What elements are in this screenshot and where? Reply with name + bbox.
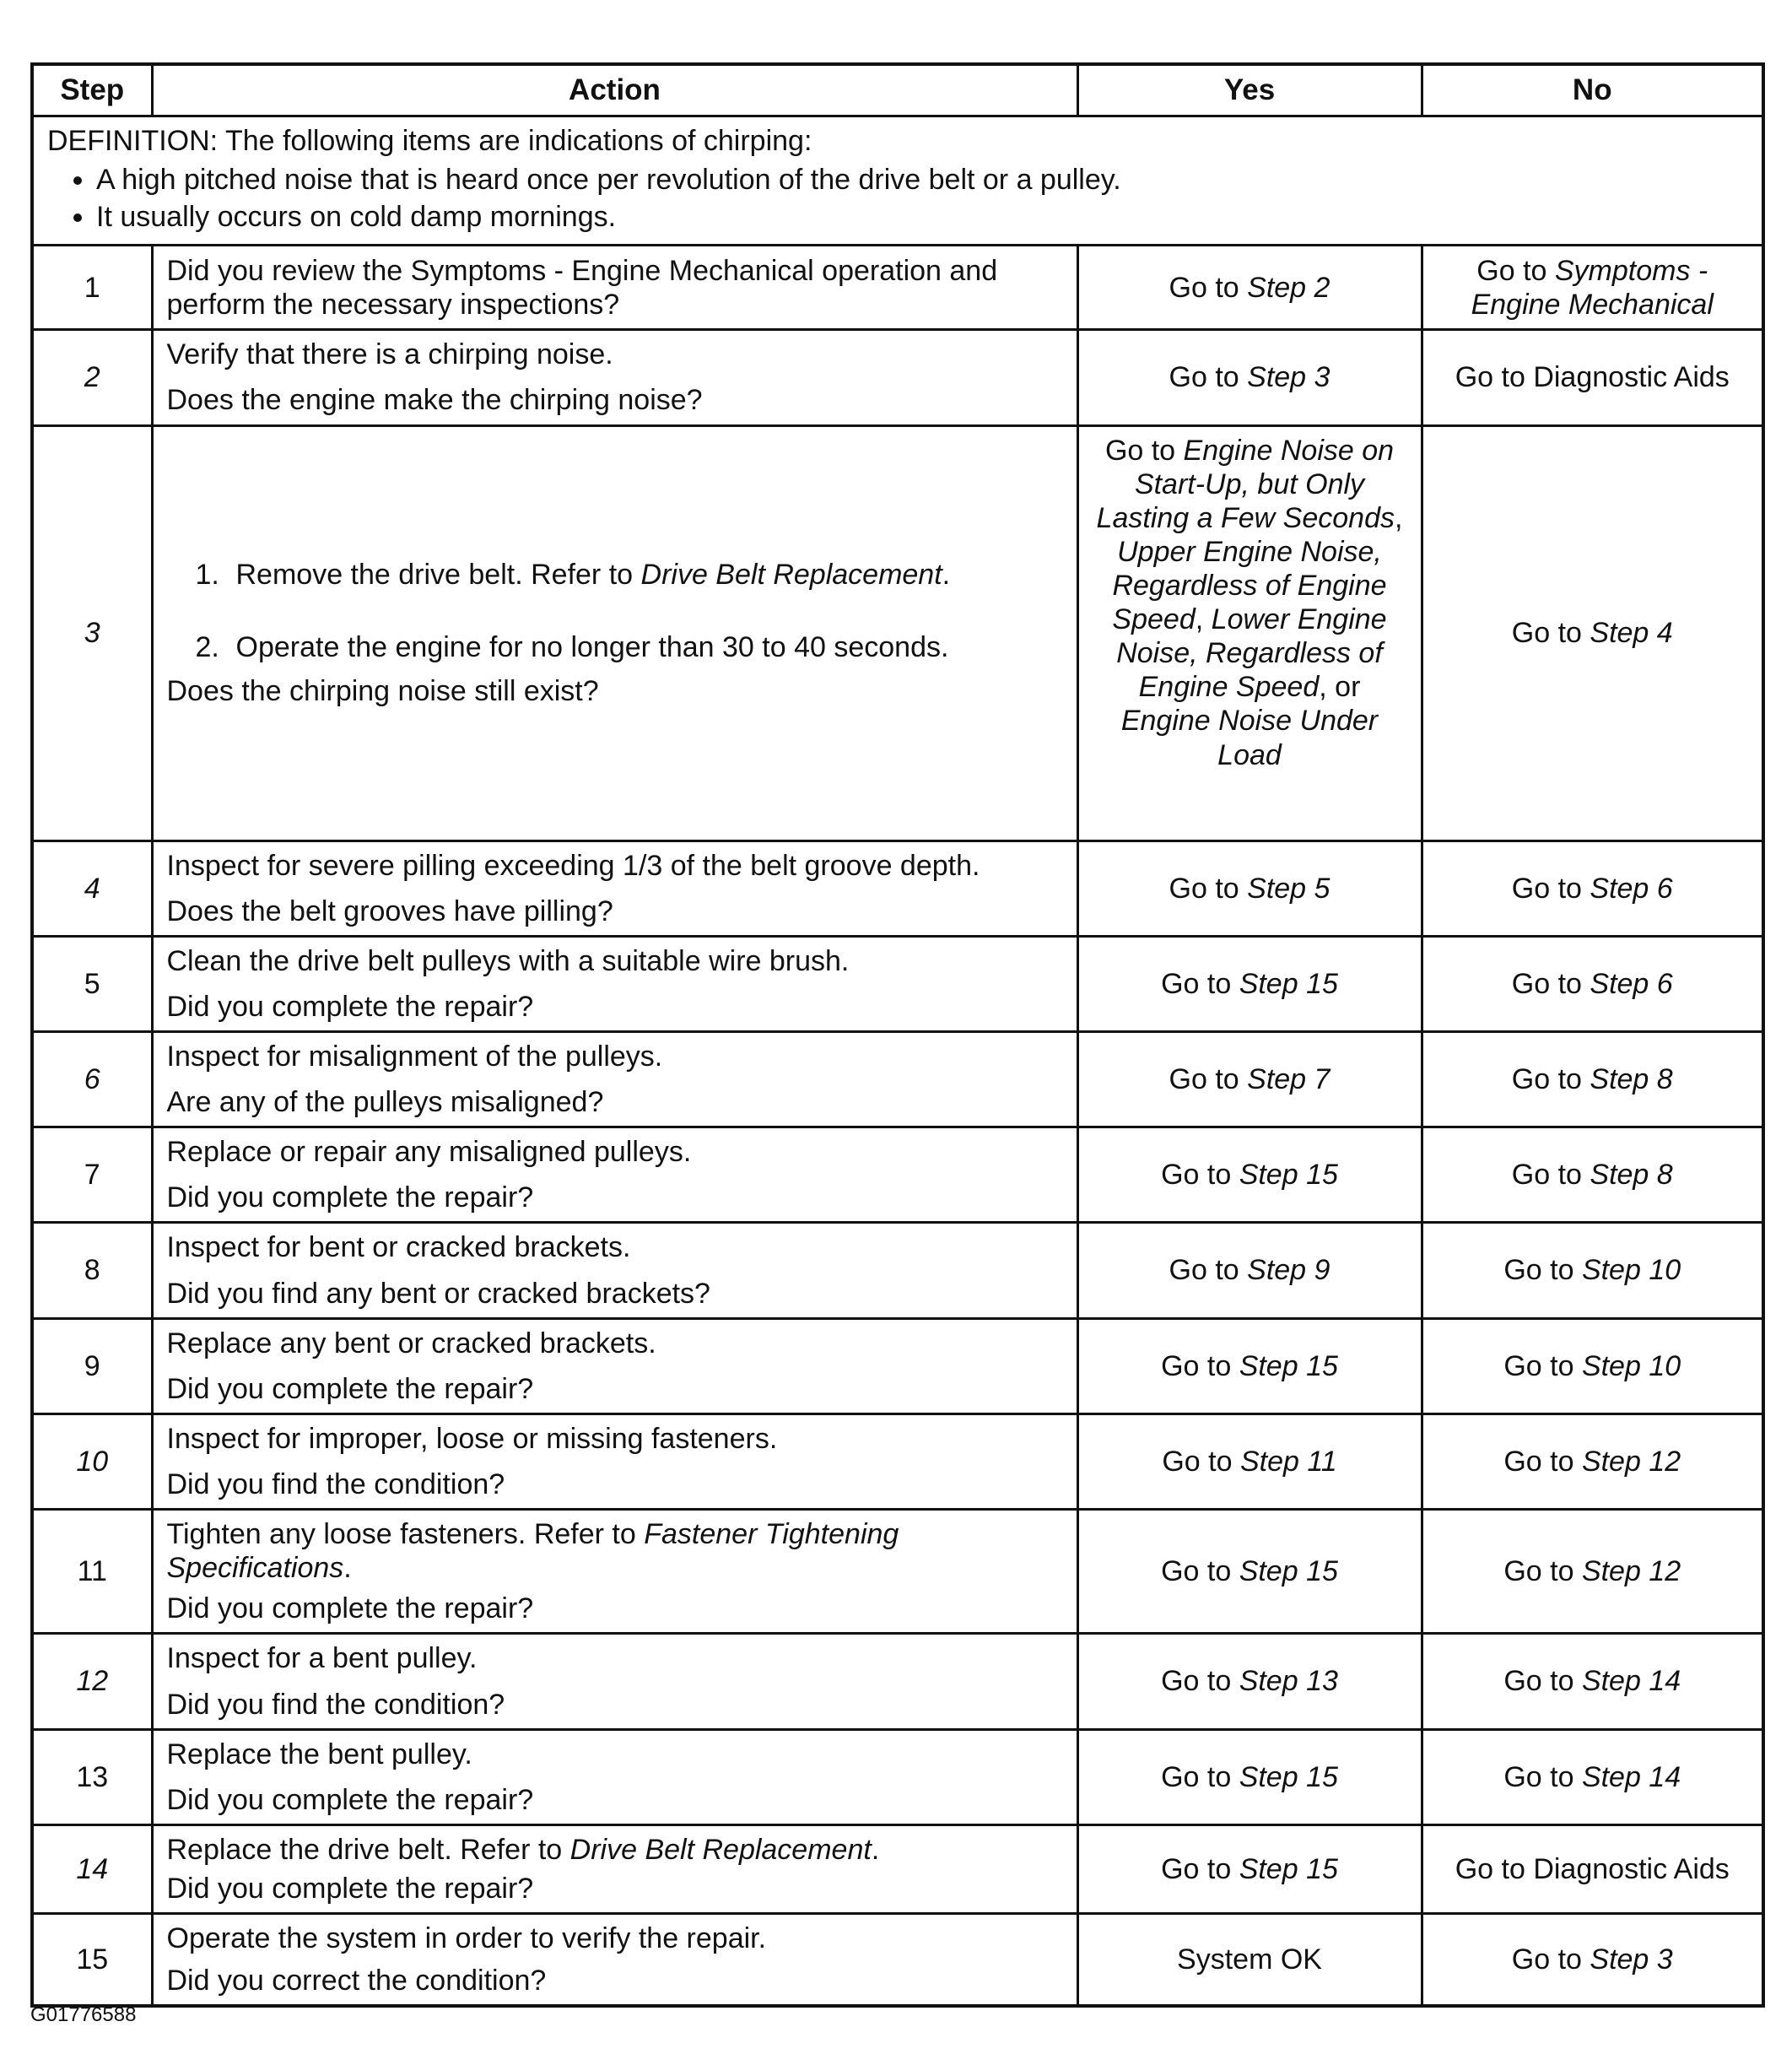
yes-cell bbox=[1077, 1127, 1422, 1223]
definition-cell bbox=[32, 116, 1763, 246]
step-number: 2 bbox=[32, 330, 152, 425]
step-number: 4 bbox=[32, 841, 152, 936]
action-cell bbox=[152, 1223, 1077, 1318]
step-row-4 bbox=[32, 841, 1763, 936]
instruction-text: Replace the drive belt. Refer to bbox=[166, 1833, 570, 1866]
yes-cell bbox=[1077, 1318, 1422, 1413]
no-prefix: Go to bbox=[1476, 254, 1555, 287]
action-question: Did you complete the repair? bbox=[166, 990, 534, 1023]
no-step-link[interactable]: Step 4 bbox=[1590, 616, 1673, 649]
definition-row bbox=[32, 116, 1763, 246]
yes-cell bbox=[1077, 841, 1422, 936]
step-row-8 bbox=[32, 1223, 1763, 1318]
action-text: Did you review the Symptoms - Engine Mechanical operation and perform the necessary inspections? bbox=[166, 254, 998, 321]
no-prefix: Go to bbox=[1511, 1943, 1590, 1976]
action-cell bbox=[152, 1318, 1077, 1413]
no-step-link[interactable]: Step 14 bbox=[1581, 1665, 1681, 1698]
yes-step-link[interactable]: Step 15 bbox=[1239, 1349, 1338, 1382]
yes-cell bbox=[1077, 1729, 1422, 1824]
instruction-text: Tighten any loose fasteners. Refer to bbox=[166, 1518, 645, 1551]
no-prefix: Go to bbox=[1511, 1063, 1590, 1096]
engine-noise-under-load-link[interactable]: Engine Noise Under Load bbox=[1120, 705, 1379, 771]
action-question: Are any of the pulleys misaligned? bbox=[166, 1086, 604, 1119]
step-number: 12 bbox=[32, 1634, 152, 1729]
action-instruction: Replace or repair any misaligned pulleys. bbox=[166, 1136, 692, 1169]
no-prefix: Go to bbox=[1503, 1349, 1582, 1382]
yes-prefix: Go to bbox=[1161, 1159, 1239, 1192]
no-prefix: Go to bbox=[1503, 1445, 1582, 1478]
no-step-link[interactable]: Step 14 bbox=[1581, 1760, 1681, 1793]
step-number: 10 bbox=[32, 1413, 152, 1509]
yes-cell bbox=[1077, 1914, 1422, 2007]
no-cell bbox=[1422, 841, 1763, 936]
no-step-link[interactable]: Step 12 bbox=[1581, 1445, 1681, 1478]
list-number: 1. bbox=[195, 558, 219, 591]
yes-cell bbox=[1077, 1510, 1422, 1634]
step-number: 13 bbox=[32, 1729, 152, 1824]
step-number: 11 bbox=[32, 1510, 152, 1634]
yes-prefix: Go to bbox=[1161, 1760, 1239, 1793]
no-cell bbox=[1422, 1031, 1763, 1127]
action-instruction: Clean the drive belt pulleys with a suitable wire brush. bbox=[166, 944, 850, 977]
no-step-link[interactable]: Step 10 bbox=[1581, 1254, 1681, 1287]
figure-id: G01776588 bbox=[30, 2003, 137, 2026]
no-diagnostic-aids-link[interactable]: Go to Diagnostic Aids bbox=[1455, 1852, 1730, 1885]
no-prefix: Go to bbox=[1503, 1760, 1582, 1793]
lower-engine-noise-link[interactable]: Lower Engine Noise, Regardless of Engine Speed bbox=[1116, 603, 1387, 704]
step-row-10 bbox=[32, 1413, 1763, 1509]
step-row-9 bbox=[32, 1318, 1763, 1413]
drive-belt-replacement-link[interactable]: Drive Belt Replacement bbox=[569, 1833, 872, 1866]
action-instruction: Inspect for misalignment of the pulleys. bbox=[166, 1040, 663, 1073]
yes-step-link[interactable]: Step 13 bbox=[1239, 1665, 1338, 1698]
action-question: Does the belt grooves have pilling? bbox=[166, 895, 613, 927]
no-cell bbox=[1422, 246, 1763, 330]
action-cell bbox=[152, 1729, 1077, 1824]
yes-cell bbox=[1077, 330, 1422, 425]
yes-step-link[interactable]: Step 15 bbox=[1239, 1159, 1338, 1192]
yes-cell bbox=[1077, 246, 1422, 330]
step-row-3 bbox=[32, 425, 1763, 841]
diagnostic-table-container bbox=[30, 62, 1762, 2008]
no-step-link[interactable]: Step 6 bbox=[1590, 872, 1673, 905]
no-prefix: Go to bbox=[1511, 616, 1590, 649]
yes-prefix: Go to bbox=[1169, 361, 1248, 394]
action-question: Did you complete the repair? bbox=[166, 1783, 534, 1816]
action-instruction: Inspect for improper, loose or missing fasteners. bbox=[166, 1422, 778, 1455]
yes-prefix: Go to bbox=[1169, 271, 1248, 304]
yes-cell bbox=[1077, 1824, 1422, 1913]
action-question: Did you complete the repair? bbox=[166, 1372, 534, 1405]
yes-step-link[interactable]: Step 2 bbox=[1247, 271, 1331, 304]
yes-cell bbox=[1077, 1223, 1422, 1318]
no-prefix: Go to bbox=[1511, 1159, 1590, 1192]
no-cell bbox=[1422, 1914, 1763, 2007]
step-row-1 bbox=[32, 246, 1763, 330]
no-diagnostic-aids-link[interactable]: Go to Diagnostic Aids bbox=[1455, 361, 1730, 394]
yes-prefix: Go to bbox=[1169, 1254, 1248, 1287]
definition-bullet: • It usually occurs on cold damp mornings. bbox=[96, 200, 1748, 234]
action-cell bbox=[152, 1031, 1077, 1127]
action-cell bbox=[152, 1413, 1077, 1509]
action-question: Did you complete the repair? bbox=[166, 1181, 534, 1214]
yes-prefix: Go to bbox=[1161, 1852, 1239, 1885]
yes-cell bbox=[1077, 936, 1422, 1031]
yes-cell bbox=[1077, 1634, 1422, 1729]
list-text: Remove the drive belt. Refer to bbox=[235, 558, 641, 591]
action-cell bbox=[152, 1127, 1077, 1223]
action-instruction bbox=[167, 1517, 1063, 1585]
no-prefix: Go to bbox=[1503, 1665, 1582, 1698]
yes-step-link[interactable]: Step 7 bbox=[1247, 1063, 1331, 1096]
no-cell bbox=[1422, 1729, 1763, 1824]
step-row-11 bbox=[32, 1510, 1763, 1634]
yes-prefix: Go to bbox=[1161, 1665, 1239, 1698]
yes-step-link[interactable]: Step 3 bbox=[1247, 361, 1331, 394]
action-question: Did you complete the repair? bbox=[166, 1592, 534, 1625]
action-list-item bbox=[167, 558, 1063, 592]
yes-prefix: Go to bbox=[1169, 1063, 1248, 1096]
step-row-5 bbox=[32, 936, 1763, 1031]
action-cell bbox=[152, 936, 1077, 1031]
fastener-spec-link[interactable]: Fastener Tightening Specifications bbox=[166, 1518, 899, 1585]
yes-prefix: Go to bbox=[1169, 872, 1248, 905]
no-symptoms-link[interactable]: Symptoms - Engine Mechanical bbox=[1471, 254, 1714, 321]
no-cell bbox=[1422, 1634, 1763, 1729]
yes-step-link[interactable]: Step 15 bbox=[1239, 1555, 1338, 1588]
upper-engine-noise-link[interactable]: Upper Engine Noise, Regardless of Engine Speed bbox=[1112, 535, 1387, 636]
action-question: Did you find the condition? bbox=[166, 1468, 505, 1500]
action-instruction: Verify that there is a chirping noise. bbox=[166, 338, 613, 371]
yes-prefix: Go to bbox=[1104, 434, 1184, 467]
header-no: No bbox=[1422, 64, 1763, 116]
no-cell bbox=[1422, 425, 1763, 841]
list-number: 2. bbox=[195, 630, 219, 663]
step-number: 1 bbox=[32, 246, 152, 330]
action-instruction: Inspect for bent or cracked brackets. bbox=[166, 1231, 631, 1264]
yes-cell: Go to Engine Noise on Start-Up, but Only Lasting a Few Seconds, Upper Engine Noise, Regardless of Engine Speed, Lower Engine Noise, Regardless of Engine Speed, or Engine Noise Under Load bbox=[1077, 425, 1422, 841]
list-text: Operate the engine for no longer than 30 to 40 seconds. bbox=[235, 630, 949, 663]
action-instruction: Replace the bent pulley. bbox=[166, 1738, 472, 1770]
no-prefix: Go to bbox=[1503, 1555, 1582, 1588]
no-step-link[interactable]: Step 3 bbox=[1590, 1943, 1673, 1976]
step-row-7 bbox=[32, 1127, 1763, 1223]
yes-system-ok: System OK bbox=[1177, 1943, 1322, 1976]
no-step-link[interactable]: Step 8 bbox=[1590, 1159, 1673, 1192]
no-step-link[interactable]: Step 10 bbox=[1581, 1349, 1681, 1382]
action-instruction: Operate the system in order to verify the repair. bbox=[166, 1922, 767, 1955]
chirping-diagnostic-table bbox=[30, 62, 1765, 2008]
yes-cell bbox=[1077, 1031, 1422, 1127]
action-question: Did you find the condition? bbox=[166, 1688, 505, 1721]
no-prefix: Go to bbox=[1511, 872, 1590, 905]
yes-step-link[interactable]: Step 15 bbox=[1239, 967, 1338, 1000]
no-cell bbox=[1422, 1223, 1763, 1318]
action-cell bbox=[152, 1510, 1077, 1634]
no-prefix: Go to bbox=[1511, 967, 1590, 1000]
header-row bbox=[32, 64, 1763, 116]
definition-bullet-list bbox=[47, 163, 1748, 234]
action-instruction bbox=[167, 1833, 1063, 1867]
no-step-link[interactable]: Step 12 bbox=[1581, 1555, 1681, 1588]
yes-step-link[interactable]: Step 15 bbox=[1239, 1760, 1338, 1793]
definition-bullet: • A high pitched noise that is heard once per revolution of the drive belt or a pulley. bbox=[96, 163, 1748, 197]
header-step: Step bbox=[32, 64, 152, 116]
yes-step-link[interactable]: Step 11 bbox=[1239, 1445, 1337, 1478]
no-cell bbox=[1422, 936, 1763, 1031]
yes-cell bbox=[1077, 1413, 1422, 1509]
yes-prefix: Go to bbox=[1161, 967, 1239, 1000]
step-row-14 bbox=[32, 1824, 1763, 1913]
step-row-2 bbox=[32, 330, 1763, 425]
no-cell bbox=[1422, 1413, 1763, 1509]
no-prefix: Go to bbox=[1503, 1254, 1582, 1287]
no-cell bbox=[1422, 1127, 1763, 1223]
action-cell bbox=[152, 330, 1077, 425]
action-list-item bbox=[167, 630, 1063, 664]
action-cell bbox=[152, 425, 1077, 841]
step-number: 7 bbox=[32, 1127, 152, 1223]
action-instruction: Replace any bent or cracked brackets. bbox=[166, 1327, 656, 1359]
yes-step-link[interactable]: Step 15 bbox=[1239, 1852, 1338, 1885]
step-number: 3 bbox=[32, 425, 152, 841]
action-cell bbox=[152, 1914, 1077, 2007]
step-number: 5 bbox=[32, 936, 152, 1031]
list-punct: . bbox=[942, 558, 951, 591]
instruction-punct: . bbox=[343, 1552, 352, 1585]
action-instruction: Inspect for severe pilling exceeding 1/3 of the belt groove depth. bbox=[166, 849, 980, 882]
action-instruction: Inspect for a bent pulley. bbox=[166, 1642, 478, 1675]
step-number: 9 bbox=[32, 1318, 152, 1413]
step-row-6 bbox=[32, 1031, 1763, 1127]
no-step-link[interactable]: Step 6 bbox=[1590, 967, 1673, 1000]
action-question: Does the engine make the chirping noise? bbox=[166, 384, 703, 417]
action-cell bbox=[152, 1634, 1077, 1729]
yes-step-link[interactable]: Step 5 bbox=[1247, 872, 1331, 905]
step-number: 6 bbox=[32, 1031, 152, 1127]
yes-prefix: Go to bbox=[1162, 1445, 1240, 1478]
action-question: Did you find any bent or cracked brackets? bbox=[166, 1277, 710, 1310]
yes-prefix: Go to bbox=[1161, 1555, 1239, 1588]
step-number: 14 bbox=[32, 1824, 152, 1913]
step-row-13 bbox=[32, 1729, 1763, 1824]
yes-or: or bbox=[1335, 671, 1361, 704]
action-cell bbox=[152, 841, 1077, 936]
engine-noise-startup-link[interactable]: Engine Noise on Start-Up, but Only Lasting a Few Seconds bbox=[1096, 434, 1395, 534]
header-action: Action bbox=[152, 64, 1077, 116]
action-question: Did you correct the condition? bbox=[166, 1965, 547, 1997]
yes-step-link[interactable]: Step 9 bbox=[1247, 1254, 1331, 1287]
definition-intro: DEFINITION: The following items are indications of chirping: bbox=[47, 125, 812, 157]
no-cell bbox=[1422, 1510, 1763, 1634]
no-cell bbox=[1422, 330, 1763, 425]
action-cell bbox=[152, 1824, 1077, 1913]
drive-belt-replacement-link[interactable]: Drive Belt Replacement bbox=[640, 558, 942, 591]
instruction-punct: . bbox=[871, 1833, 880, 1866]
step-row-12 bbox=[32, 1634, 1763, 1729]
no-cell bbox=[1422, 1824, 1763, 1913]
step-number: 8 bbox=[32, 1223, 152, 1318]
step-number: 15 bbox=[32, 1914, 152, 2007]
step-row-15 bbox=[32, 1914, 1763, 2007]
header-yes: Yes bbox=[1077, 64, 1422, 116]
no-step-link[interactable]: Step 8 bbox=[1590, 1063, 1673, 1096]
action-question: Did you complete the repair? bbox=[166, 1872, 534, 1905]
action-cell bbox=[152, 246, 1077, 330]
action-question: Does the chirping noise still exist? bbox=[166, 675, 599, 708]
yes-prefix: Go to bbox=[1161, 1349, 1239, 1382]
no-cell bbox=[1422, 1318, 1763, 1413]
